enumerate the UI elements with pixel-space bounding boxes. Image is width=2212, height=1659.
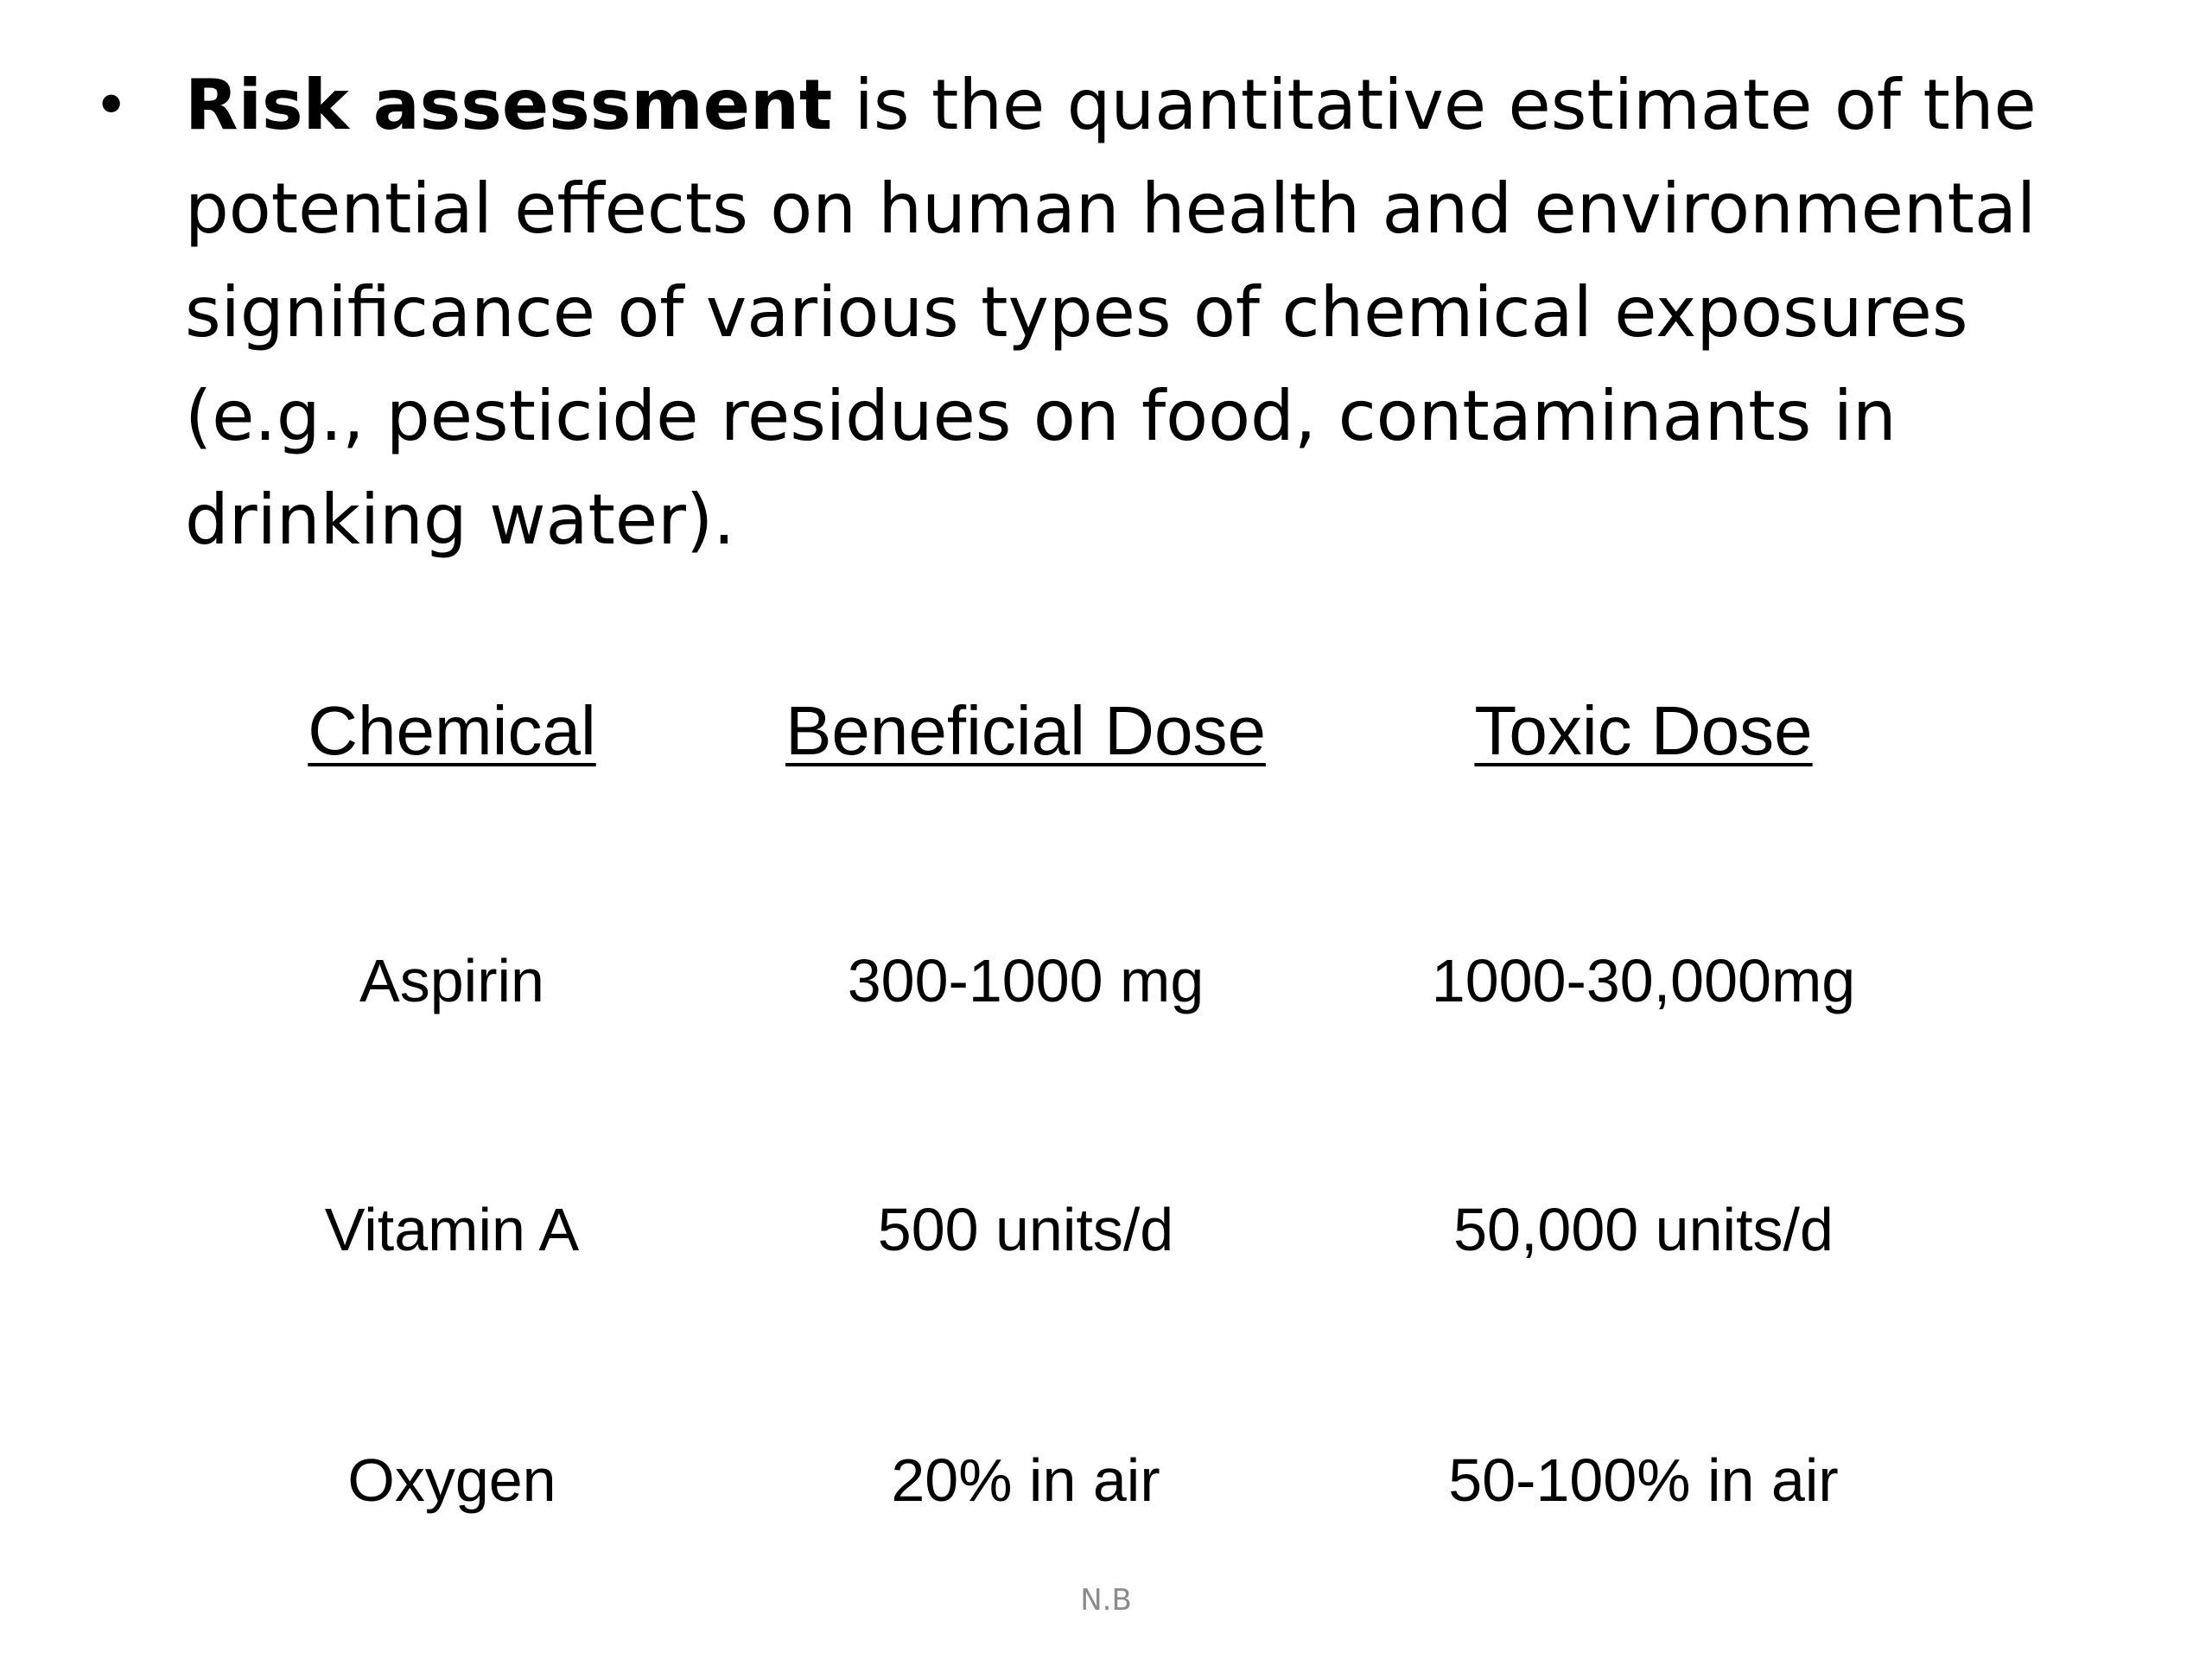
cell-toxic-dose: 50,000 units/d [1453,1196,1834,1263]
header-beneficial-dose: Beneficial Dose [785,692,1266,769]
cell-toxic-dose: 1000-30,000mg [1431,947,1856,1014]
footer-initials: N.B [1080,1583,1132,1618]
bullet-paragraph [90,54,2103,572]
header-chemical: Chemical [308,692,596,769]
bullet-text [185,54,2103,572]
cell-chemical: Vitamin A [324,1196,580,1263]
cell-toxic-dose: 50-100% in air [1448,1446,1839,1514]
bullet-dot-icon: • [93,70,130,141]
cell-chemical: Oxygen [347,1446,556,1514]
cell-beneficial-dose: 20% in air [891,1446,1160,1514]
definition-text: is the quantitative estimate of the potential effects on human health and environmental significance of various types of chemical exposures (e.g., pesticide residues on food, contaminants in drinking water). [185,65,2037,560]
cell-beneficial-dose: 300-1000 mg [847,947,1205,1014]
cell-beneficial-dose: 500 units/d [877,1196,1174,1263]
bold-term: Risk assessment [185,65,833,145]
cell-chemical: Aspirin [359,947,544,1014]
header-toxic-dose: Toxic Dose [1474,692,1813,769]
